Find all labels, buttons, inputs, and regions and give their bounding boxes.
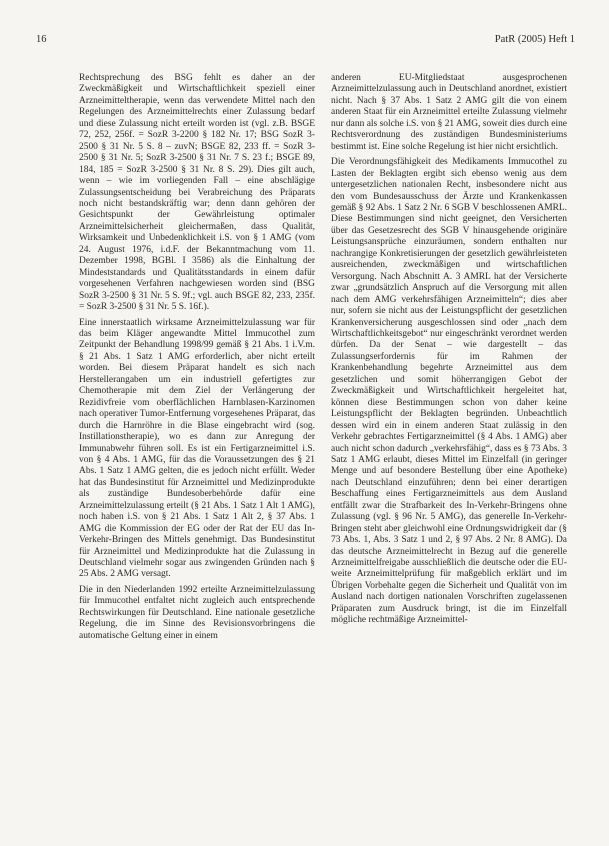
- paragraph: Eine innerstaatlich wirksame Arzneimittelzulassung war für das beim Kläger angewandte Mittel Immucothel zum Zeitpunkt der Behandlung 1998/99 gemäß § 21 Abs. 1 i.V.m. § 21 Abs. 1 Satz 1 AMG erforderlich, aber nicht erteilt worden. Bei diesem Präparat handelt es sich nach Herstellerangaben um ein industriell gefertigtes zur Chemotherapie mit dem Ziel der Verlängerung der Rezidivfreie vom oberflächlichen Harnblasen-Karzinomen nach operativer Tumor-Entfernung vorgesehenes Präparat, das durch die Harnröhre in die Blase eingebracht wird (sog. Instillationstherapie), wo es dann zur Anregung der Immunabwehr führen soll. Es ist ein Fertigarzneimittel i.S. von § 4 Abs. 1 AMG, für das die Voraussetzungen des § 21 Abs. 1 Satz 1 AMG gelten, die es jedoch nicht erfüllt. Weder hat das Bundesinstitut für Arzneimittel und Medizinprodukte als zuständige Bundesoberbehörde dafür eine Arzneimittelzulassung erteilt (§ 21 Abs. 1 Satz 1 Alt 1 AMG), noch haben i.S. von § 21 Abs. 1 Satz 1 Alt 2, § 37 Abs. 1 AMG die Kommission der EG oder der Rat der EU das In-Verkehr-Bringen des Mittels genehmigt. Das Bundesinstitut für Arzneimittel und Medizinprodukte hat die Zulassung in Deutschland vielmehr sogar aus zwingenden Gründen nach § 25 Abs. 2 AMG versagt.: [79, 317, 315, 580]
- paragraph: Rechtsprechung des BSG fehlt es daher an der Zweckmäßigkeit und Wirtschaftlichkeit speziell einer Arzneimitteltherapie, wenn das verwendete Mittel nach den Regelungen des Arzneimittelrechts einer Zulassung bedarf und diese Zulassung nicht erteilt worden ist (vgl. z.B. BSGE 72, 252, 256f. = SozR 3-2200 § 182 Nr. 17; BSG SozR 3-2500 § 31 Nr. 5 S. 8 – zuvN; BSGE 82, 233 ff. = SozR 3-2500 § 31 Nr. 5; SozR 3-2500 § 31 Nr. 7 S. 23 f.; BSGE 89, 184, 185 = SozR 3-2500 § 31 Nr. 8 S. 29). Dies gilt auch, wenn – wie im vorliegenden Fall – eine abschlägige Zulassungsentscheidung bei Verabreichung des Präparats noch nicht bestandskräftig war; denn dann gehören der Gesichtspunkt der Gewährleistung optimaler Arzneimittelsicherheit gleichermaßen, dass Qualität, Wirksamkeit und Unbedenklichkeit i.S. von § 1 AMG (vom 24. August 1976, i.d.F. der Bekanntmachung vom 11. Dezember 1998, BGBl. I 3586) als die Einhaltung der Mindeststandards und Qualitätsstandards in einem dafür vorgesehenen Verfahren nachgewiesen worden sind (BSG SozR 3-2500 § 31 Nr. 5 S. 9f.; vgl. auch BSGE 82, 233, 235f. = SozR 3-2500 § 31 Nr. 5 S. 16f.).: [79, 73, 315, 313]
- journal-reference: PatR (2005) Heft 1: [494, 34, 575, 45]
- page-header: [36, 34, 575, 48]
- paragraph: Die Verordnungsfähigkeit des Medikaments Immucothel zu Lasten der Beklagten ergibt sich ebenso wenig aus dem untergesetzlichen nationalen Recht, insbesondere nicht aus den vom Bundesausschuss der Ärzte und Krankenkassen gemäß § 92 Abs. 1 Satz 2 Nr. 6 SGB V beschlossenen AMRL. Diese Bestimmungen sind nicht geeignet, den Versicherten über das Gesetzesrecht des SGB V hinausgehende originäre Leistungsansprüche einzuräumen, sondern enthalten nur nachrangige Konkretisierungen der gesetzlich gewährleisteten ausreichenden, zweckmäßigen und wirtschaftlichen Versorgung. Nach Abschnitt A. 3 AMRL hat der Versicherte zwar „grundsätzlich Anspruch auf die Versorgung mit allen nach dem AMG verkehrsfähigen Arzneimitteln“; dies aber nur, sofern sie nicht aus der Leistungspflicht der gesetzlichen Krankenversicherung ausgeschlossen sind oder „nach dem Wirtschaftlichkeitsgebot“ nur eingeschränkt verordnet werden dürfen. Da der Senat – wie dargestellt – das Zulassungserfordernis für im Rahmen der Krankenbehandlung begehrte Arzneimittel aus dem gesetzlichen und somit höherrangigen Gebot der Zweckmäßigkeit und Wirtschaftlichkeit hergeleitet hat, können diese Bestimmungen schon von daher keine Leistungspflicht der Beklagten begründen. Unbeachtlich dessen wird ein in einem anderen Staat zulässig in den Verkehr gebrachtes Fertigarzneimittel (§ 4 Abs. 1 AMG) aber auch nicht schon dadurch „verkehrsfähig“, dass es § 73 Abs. 3 Satz 1 AMG erlaubt, dieses Mittel im Einzelfall (in geringer Menge und auf besondere Bestellung über eine Apotheke) nach Deutschland einzuführen; denn bei einer derartigen Beschaffung eines Fertigarzneimittels aus dem Ausland entfällt zwar die Strafbarkeit des In-Verkehr-Bringens ohne Zulassung (vgl. § 96 Nr. 5 AMG), das generelle In-Verkehr-Bringen steht aber gleichwohl eine Ordnungswidrigkeit dar (§ 73 Abs. 1, Abs. 3 Satz 1 und 2, § 97 Abs. 2 Nr. 8 AMG). Da das deutsche Arzneimittelrecht in Bezug auf die generelle Arzneimittelfreigabe ausschließlich die deutsche oder die EU-weite Arzneimittelprüfung für maßgeblich erklärt und im Übrigen Vorbehalte gegen die Sicherheit und Qualität von im Ausland nach dortigen nationalen Vorschriften zugelassenen Präparaten zum Ausdruck bringt, ist die im Einzelfall mögliche rechtmäßige Arzneimittel-: [331, 157, 567, 626]
- paragraph: anderen EU-Mitgliedstaat ausgesprochenen Arzneimittelzulassung auch in Deutschland anordnet, existiert nicht. Nach § 37 Abs. 1 Satz 2 AMG gilt die von einem anderen Staat für ein Arzneimittel erteilte Zulassung vielmehr nur dann als solche i.S. von § 21 AMG, soweit dies durch eine Rechtsverordnung des zuständigen Bundesministeriums bestimmt ist. Eine solche Regelung ist hier nicht ersichtlich.: [331, 73, 567, 152]
- page-number: 16: [36, 34, 47, 45]
- right-column: [331, 73, 567, 631]
- left-column: [79, 73, 315, 646]
- paragraph: Die in den Niederlanden 1992 erteilte Arzneimittelzulassung für Immucothel entfaltet nicht zugleich auch entsprechende Rechtswirkungen für Deutschland. Eine nationale gesetzliche Regelung, die im Sinne des Revisionsvorbringens die automatische Geltung einer in einem: [79, 584, 315, 641]
